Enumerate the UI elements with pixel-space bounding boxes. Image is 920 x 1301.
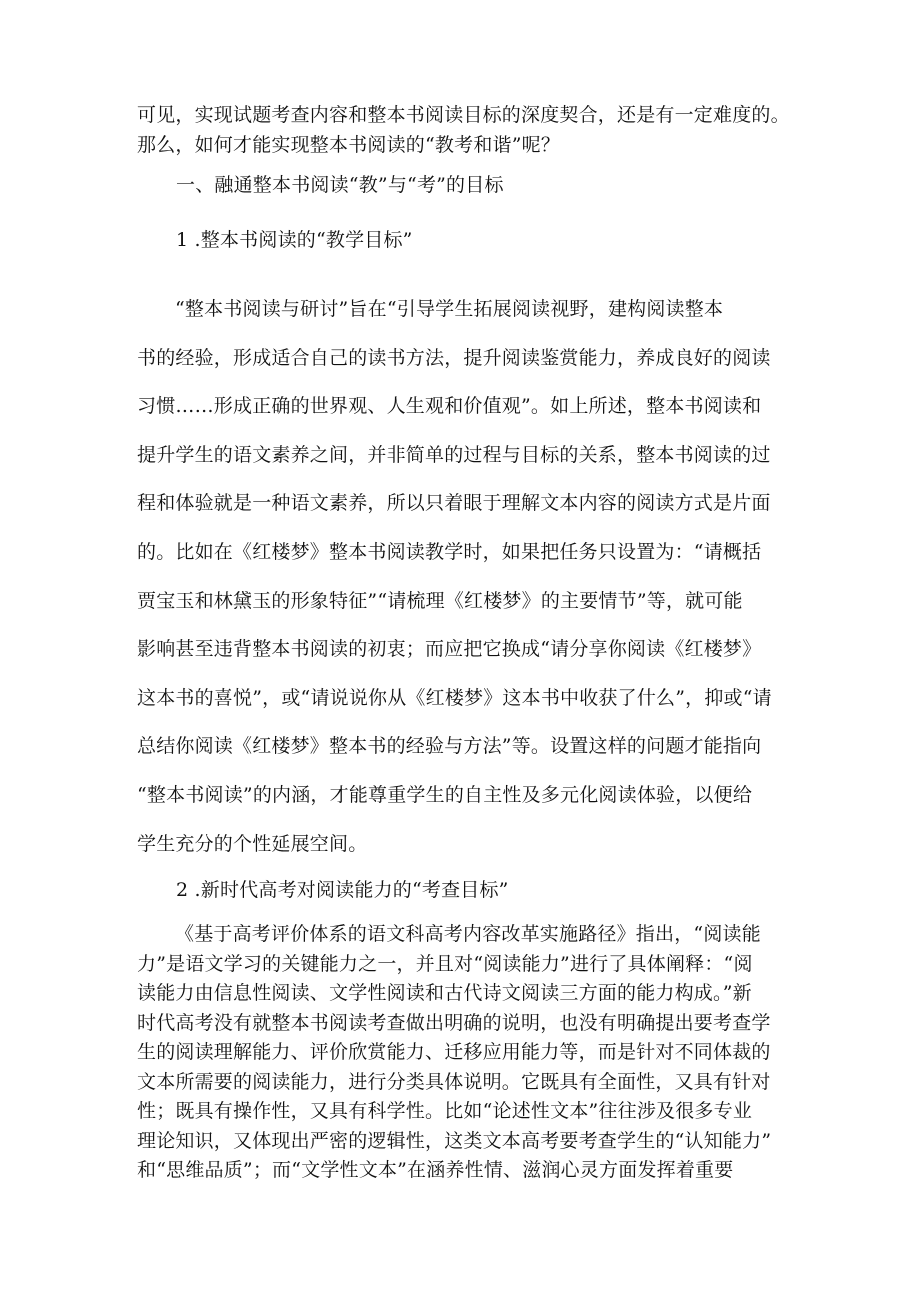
paragraph-line: 总结你阅读《红楼梦》整本书的经验与方法”等。设置这样的问题才能指向 [137, 735, 762, 758]
paragraph-line: 性；既具有操作性，又具有科学性。比如“论述性文本”往往涉及很多专业 [137, 1100, 753, 1122]
paragraph-line: 的。比如在《红楼梦》整本书阅读教学时，如果把任务只设置为：“请概括 [137, 540, 762, 563]
paragraph-line: 时代高考没有就整本书阅读考查做出明确的说明，也没有明确提出要考查学 [137, 1011, 771, 1034]
intro-line: 可见，实现试题考查内容和整本书阅读目标的深度契合，还是有一定难度的。 [137, 104, 790, 126]
paragraph-line: 理论知识，又体现出严密的逻辑性，这类文本高考要考查学生的“认知能力” [137, 1129, 772, 1152]
paragraph-line: 力”是语文学习的关键能力之一，并且对“阅读能力”进行了具体阐释：“阅 [137, 952, 753, 975]
section-heading [176, 170, 826, 200]
paragraph-line: 生的阅读理解能力、评价欣赏能力、迁移应用能力等，而是针对不同体裁的 [137, 1041, 771, 1063]
paragraph-line: 《基于高考评价体系的语文科高考内容改革实施路径》指出，“阅读能 [175, 923, 761, 945]
paragraph-line: 提升学生的语文素养之间，并非简单的过程与目标的关系，整本书阅读的过 [137, 443, 771, 466]
paragraph-line: 习惯……形成正确的世界观、人生观和价值观”。如上所述，整本书阅读和 [137, 395, 762, 418]
paragraph-teaching-goal [137, 285, 787, 868]
paragraph-line: 程和体验就是一种语文素养，所以只着眼于理解文本内容的阅读方式是片面 [137, 492, 771, 515]
paragraph-line: “整本书阅读”的内涵，才能尊重学生的自主性及多元化阅读体验，以便给 [137, 783, 753, 806]
paragraph-line: 书的经验，形成适合自己的读书方法，提升阅读鉴赏能力，养成良好的阅读 [137, 346, 771, 369]
intro-line: 那么，如何才能实现整本书阅读的“教考和谐”呢？ [137, 134, 561, 156]
subsection-heading-text: 1 .整本书阅读的“教学目标” [176, 229, 413, 251]
paragraph-line: 读能力由信息性阅读、文学性阅读和古代诗文阅读三方面的能力构成。”新 [137, 982, 752, 1004]
intro-paragraph [137, 100, 790, 160]
subsection-heading-text: 2 .新时代高考对阅读能力的“考查目标” [176, 879, 509, 901]
paragraph-line: 文本所需要的阅读能力，进行分类具体说明。它既具有全面性，又具有针对 [137, 1070, 771, 1093]
paragraph-exam-goal [137, 920, 787, 1186]
paragraph-line: 和“思维品质”；而“文学性文本”在涵养性情、滋润心灵方面发挥着重要 [137, 1159, 734, 1181]
section-heading-text: 一、融通整本书阅读“教”与“考”的目标 [176, 174, 504, 196]
paragraph-line: 影响甚至违背整本书阅读的初衷；而应把它换成“请分享你阅读《红楼梦》 [137, 638, 762, 661]
subsection-heading-exam-goal [176, 875, 826, 905]
paragraph-line: 学生充分的个性延展空间。 [137, 832, 368, 855]
paragraph-line: 这本书的喜悦”，或“请说说你从《红楼梦》这本书中收获了什么”，抑或“请 [137, 686, 772, 709]
paragraph-line: 贾宝玉和林黛玉的形象特征”“请梳理《红楼梦》的主要情节”等，就可能 [137, 589, 743, 612]
subsection-heading-teaching-goal [176, 225, 826, 255]
paragraph-line: “整本书阅读与研讨”旨在“引导学生拓展阅读视野，建构阅读整本 [175, 298, 724, 320]
